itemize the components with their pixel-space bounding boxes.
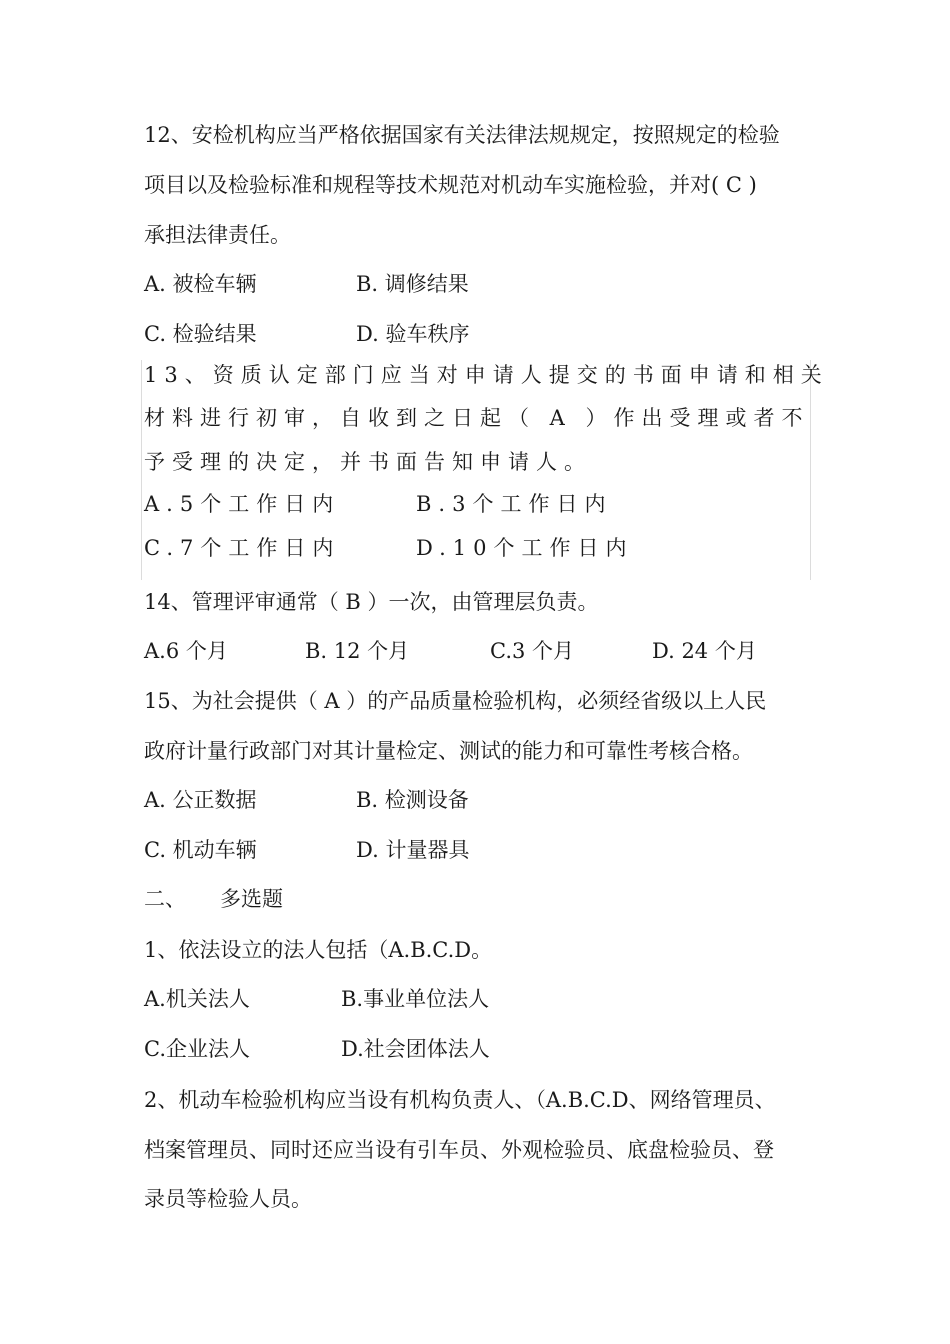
- q15-option-c: C. 机动车辆: [144, 838, 257, 862]
- q13-line-3: 予受理的决定，并书面告知申请人。: [144, 450, 592, 474]
- q15-line-2: 政府计量行政部门对其计量检定、测试的能力和可靠性考核合格。: [144, 739, 753, 763]
- q12-line-1: 12、安检机构应当严格依据国家有关法律法规规定，按照规定的检验: [144, 123, 780, 147]
- q15-line-1: 15、为社会提供（ A ）的产品质量检验机构，必须经省级以上人民: [144, 689, 767, 713]
- q12-option-b: B. 调修结果: [356, 272, 469, 296]
- m1-option-a: A.机关法人: [144, 987, 250, 1011]
- q14-option-b: B. 12 个月: [305, 639, 410, 663]
- q13-line-2: 材料进行初审，自收到之日起（ A ）作出受理或者不: [144, 406, 810, 430]
- q13-line-1: 13、资质认定部门应当对申请人提交的书面申请和相关: [144, 363, 829, 387]
- q13-option-b: B.3个工作日内: [416, 492, 613, 516]
- q13-option-d: D.10个工作日内: [416, 536, 634, 560]
- q15-option-a: A. 公正数据: [144, 788, 257, 812]
- q12-option-c: C. 检验结果: [144, 322, 257, 346]
- q12-option-a: A. 被检车辆: [144, 272, 257, 296]
- q15-option-d: D. 计量器具: [356, 838, 470, 862]
- m2-line-3: 录员等检验人员。: [144, 1187, 312, 1211]
- q13-option-a: A.5个工作日内: [144, 492, 341, 516]
- q12-option-d: D. 验车秩序: [356, 322, 470, 346]
- q14-option-d: D. 24 个月: [652, 639, 757, 663]
- m2-line-2: 档案管理员、同时还应当设有引车员、外观检验员、底盘检验员、登: [144, 1138, 774, 1162]
- m1-option-b: B.事业单位法人: [341, 987, 490, 1011]
- q14-option-c: C.3 个月: [490, 639, 575, 663]
- section-number: 二、: [144, 887, 186, 911]
- q15-option-b: B. 检测设备: [356, 788, 469, 812]
- m2-line-1: 2、机动车检验机构应当设有机构负责人、（A.B.C.D、网络管理员、: [144, 1088, 776, 1112]
- q14-line-1: 14、管理评审通常（ B ）一次，由管理层负责。: [144, 590, 599, 614]
- q12-line-2: 项目以及检验标准和规程等技术规范对机动车实施检验，并对( C ): [144, 173, 757, 197]
- q12-line-3: 承担法律责任。: [144, 223, 291, 247]
- m1-option-d: D.社会团体法人: [341, 1037, 490, 1061]
- section-title: 多选题: [220, 887, 283, 911]
- q14-option-a: A.6 个月: [144, 639, 228, 663]
- m1-line-1: 1、依法设立的法人包括（A.B.C.D。: [144, 938, 493, 962]
- q13-option-c: C.7个工作日内: [144, 536, 341, 560]
- m1-option-c: C.企业法人: [144, 1037, 250, 1061]
- section-heading: [144, 884, 283, 914]
